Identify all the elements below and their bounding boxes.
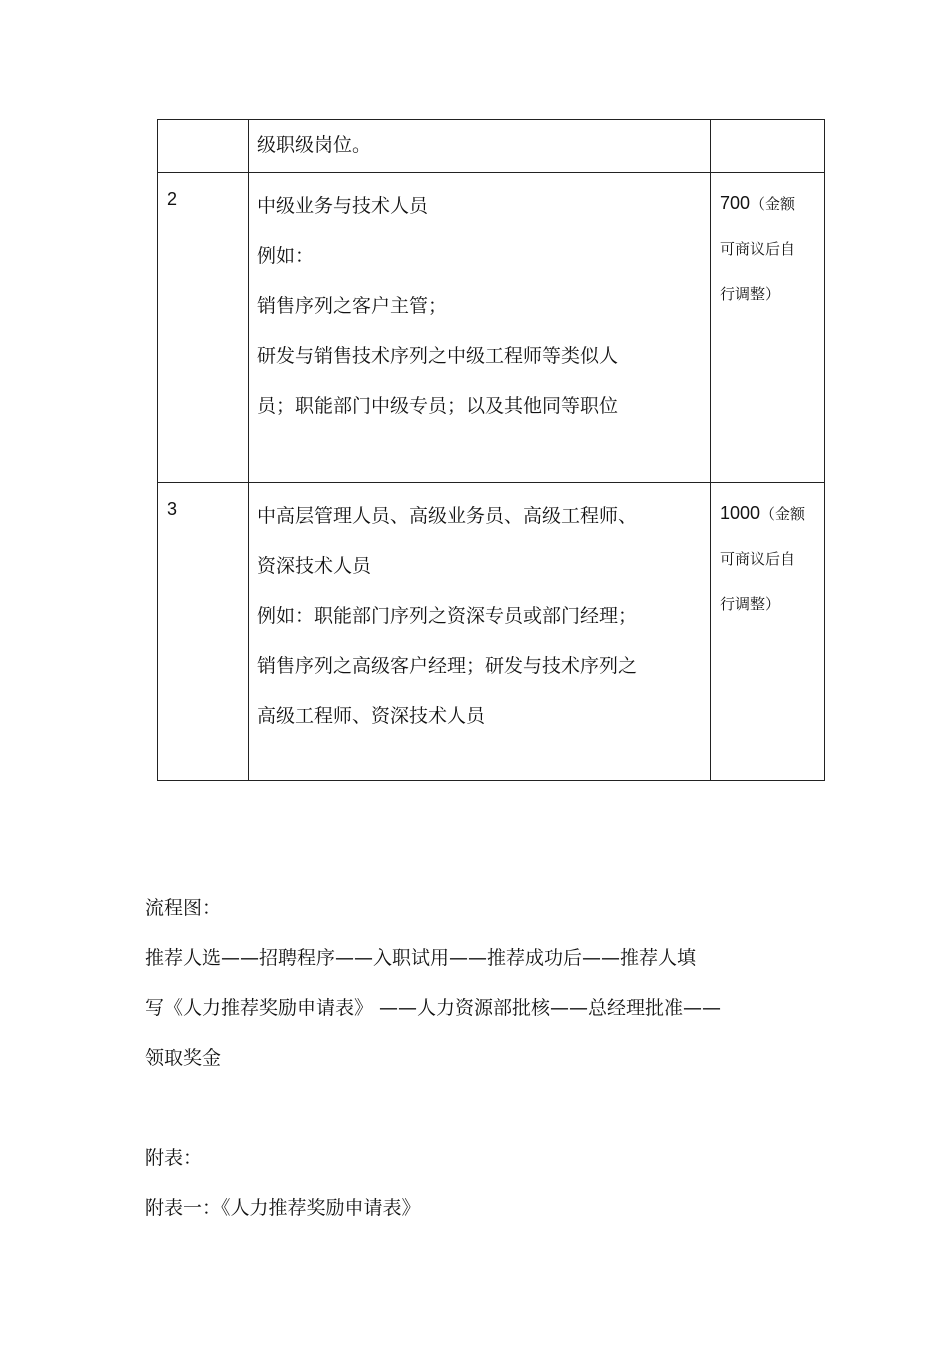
appendix-heading: 附表：	[145, 1147, 203, 1169]
description-line: 中高层管理人员、高级业务员、高级工程师、	[257, 505, 638, 527]
tier-description-cell	[249, 483, 711, 781]
bonus-amount-cell	[711, 173, 825, 483]
flow-line: 写《人力推荐奖励申请表》 ——人力资源部批核——总经理批准——	[145, 997, 722, 1019]
tier-description-cell	[249, 120, 711, 173]
table-row	[158, 120, 825, 173]
bonus-amount-cell	[711, 483, 825, 781]
tier-number: 3	[167, 499, 178, 519]
description-line: 中级业务与技术人员	[257, 195, 429, 217]
table-row	[158, 483, 825, 781]
description-line: 销售序列之客户主管；	[257, 295, 448, 317]
description-line: 例如：职能部门序列之资深专员或部门经理；	[257, 605, 638, 627]
appendix-item: 附表一：《人力推荐奖励申请表》	[145, 1197, 421, 1219]
amount-note: 行调整）	[720, 595, 781, 613]
flow-line: 推荐人选——招聘程序——入职试用——推荐成功后——推荐人填	[145, 947, 697, 969]
tier-description: 级职级岗位。	[257, 134, 372, 156]
amount-note: 行调整）	[720, 285, 781, 303]
referral-bonus-table	[157, 119, 825, 781]
description-line: 销售序列之高级客户经理；研发与技术序列之	[257, 655, 638, 677]
description-line: 研发与销售技术序列之中级工程师等类似人	[257, 345, 619, 367]
amount-note: 可商议后自	[720, 240, 796, 258]
table-row	[158, 173, 825, 483]
tier-description-cell	[249, 173, 711, 483]
amount-note: （金额	[760, 505, 806, 523]
amount-note: 可商议后自	[720, 550, 796, 568]
flowchart-heading: 流程图：	[145, 897, 222, 919]
flow-line: 领取奖金	[145, 1047, 222, 1069]
tier-number-cell	[158, 173, 249, 483]
tier-number-cell	[158, 483, 249, 781]
bonus-amount: 700	[720, 193, 751, 213]
amount-note: （金额	[750, 195, 796, 213]
tier-number-cell	[158, 120, 249, 173]
description-line: 资深技术人员	[257, 555, 372, 577]
description-line: 高级工程师、资深技术人员	[257, 705, 486, 727]
bonus-amount-cell	[711, 120, 825, 173]
description-line: 例如：	[257, 245, 315, 267]
bonus-amount: 1000	[720, 503, 761, 523]
description-line: 员；职能部门中级专员；以及其他同等职位	[257, 395, 619, 417]
tier-number: 2	[167, 189, 178, 209]
